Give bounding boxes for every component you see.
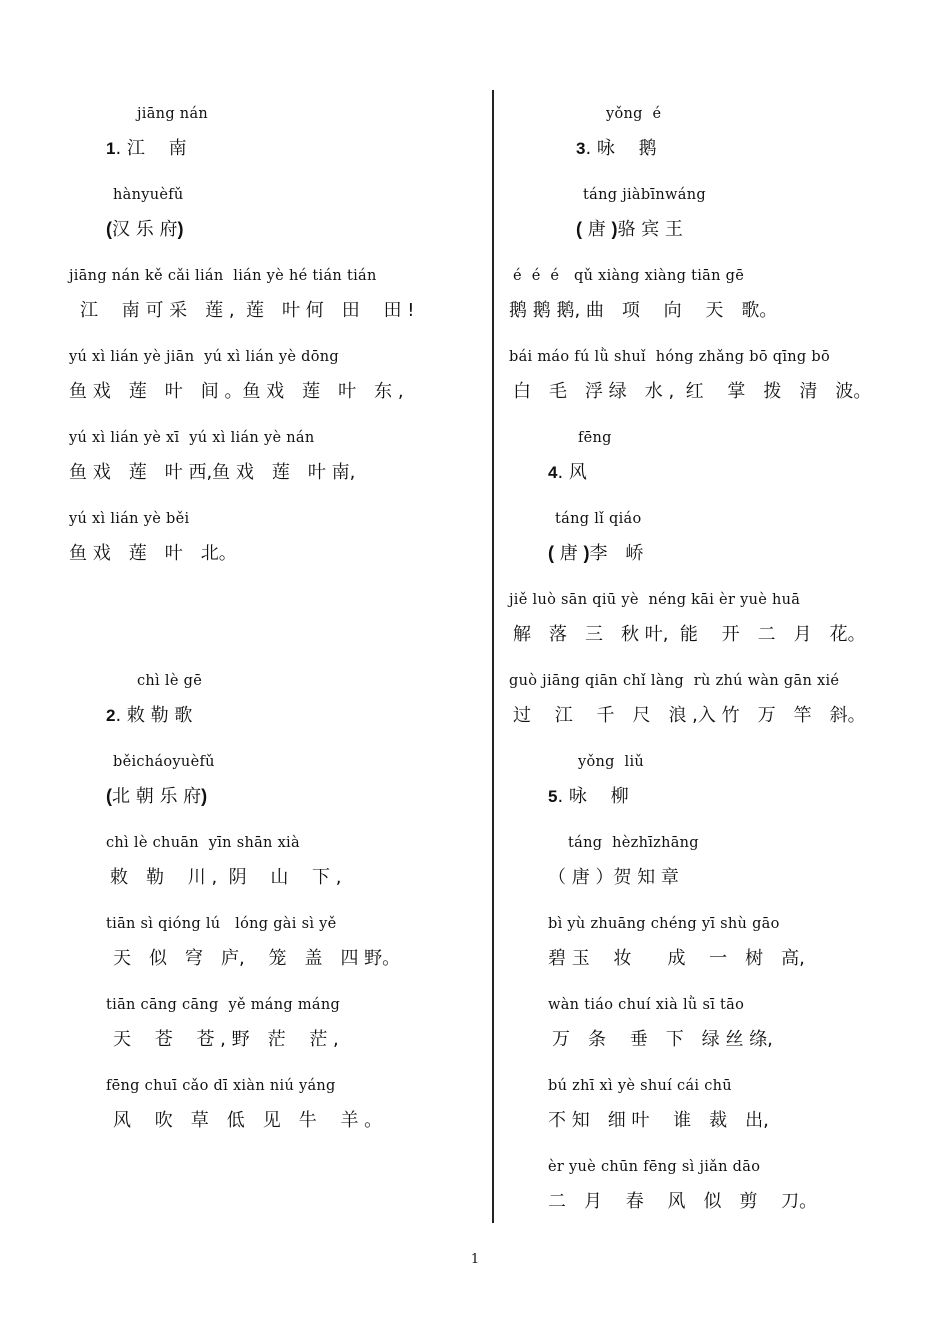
open-paren: ( bbox=[548, 543, 554, 563]
poem-title bbox=[106, 701, 192, 727]
author-dynasty: 唐 bbox=[554, 543, 584, 564]
close-paren: ) bbox=[583, 543, 590, 563]
close-paren: ) bbox=[611, 219, 618, 239]
poem-title bbox=[548, 782, 629, 808]
poem-line: 鱼 戏 莲 叶 间 。鱼 戏 莲 叶 东 , bbox=[69, 381, 404, 402]
pinyin-line: chì lè chuān yīn shān xià bbox=[106, 835, 300, 851]
pinyin-line: tiān cāng cāng yě máng máng bbox=[106, 997, 341, 1013]
poem-title-text: . 江 南 bbox=[115, 138, 187, 159]
open-paren: ( bbox=[576, 219, 582, 239]
author-dynasty: 汉 乐 府 bbox=[112, 219, 178, 240]
poem-line: 不 知 细 叶 谁 裁 出, bbox=[548, 1110, 769, 1131]
poem-line: 敕 勒 川 , 阴 山 下 , bbox=[110, 867, 342, 888]
poem-number: 5 bbox=[548, 787, 558, 806]
poem-line: 二 月 春 风 似 剪 刀。 bbox=[548, 1191, 818, 1212]
pinyin-line: táng hèzhīzhāng bbox=[568, 835, 699, 851]
poem-title bbox=[576, 134, 657, 160]
pinyin-line: běicháoyuèfǔ bbox=[113, 754, 215, 770]
poem-line: 风 吹 草 低 见 牛 羊 。 bbox=[113, 1110, 383, 1131]
poem-line: 碧 玉 妆 成 一 树 高, bbox=[548, 948, 805, 969]
poem-line: 万 条 垂 下 绿 丝 绦, bbox=[552, 1029, 773, 1050]
poem-number: 1 bbox=[106, 139, 116, 158]
close-paren: ) bbox=[177, 219, 184, 239]
column-divider bbox=[492, 90, 494, 1223]
pinyin-line: é é é qǔ xiàng xiàng tiān gē bbox=[513, 268, 745, 284]
pinyin-line: yú xì lián yè běi bbox=[69, 511, 190, 527]
open-paren: ( bbox=[106, 786, 112, 806]
poem-line: 江 南 可 采 莲 , 莲 叶 何 田 田 ! bbox=[80, 300, 415, 321]
author-dynasty: 唐 bbox=[582, 219, 612, 240]
pinyin-line: bái máo fú lǜ shuǐ hóng zhǎng bō qīng bō bbox=[509, 349, 831, 365]
poem-title bbox=[106, 134, 187, 160]
pinyin-line: fēng chuī cǎo dī xiàn niú yáng bbox=[106, 1078, 336, 1094]
pinyin-line: chì lè gē bbox=[137, 673, 203, 689]
poem-line: 解 落 三 秋 叶, 能 开 二 月 花。 bbox=[513, 624, 866, 645]
pinyin-line: tiān sì qióng lú lóng gài sì yě bbox=[106, 916, 337, 932]
pinyin-line: yǒng é bbox=[606, 106, 662, 122]
poem-title-text: . 咏 柳 bbox=[557, 786, 629, 807]
poem-line: 过 江 千 尺 浪 ,入 竹 万 竿 斜。 bbox=[513, 705, 866, 726]
poem-author: （ 唐 ）贺 知 章 bbox=[548, 867, 679, 888]
poem-author bbox=[106, 782, 207, 808]
pinyin-line: táng lǐ qiáo bbox=[555, 511, 642, 527]
poem-author bbox=[576, 215, 683, 241]
pinyin-line: yú xì lián yè jiān yú xì lián yè dōng bbox=[69, 349, 339, 365]
pinyin-line: hànyuèfǔ bbox=[113, 187, 184, 203]
poem-line: 鹅 鹅 鹅, 曲 项 向 天 歌。 bbox=[509, 300, 778, 321]
pinyin-line: yú xì lián yè xī yú xì lián yè nán bbox=[69, 430, 315, 446]
poem-number: 2 bbox=[106, 706, 116, 725]
poem-title-text: . 敕 勒 歌 bbox=[115, 705, 193, 726]
pinyin-line: jiāng nán bbox=[137, 106, 209, 122]
author-name: 骆 宾 王 bbox=[617, 219, 683, 240]
poem-title bbox=[548, 458, 587, 484]
poem-line: 天 苍 苍 , 野 茫 茫 , bbox=[113, 1029, 339, 1050]
pinyin-line: jiě luò sān qiū yè néng kāi èr yuè huā bbox=[509, 592, 801, 608]
pinyin-line: bú zhī xì yè shuí cái chū bbox=[548, 1078, 732, 1094]
pinyin-line: bì yù zhuāng chéng yī shù gāo bbox=[548, 916, 780, 932]
page-number: 1 bbox=[470, 1252, 480, 1267]
poem-number: 3 bbox=[576, 139, 586, 158]
pinyin-line: èr yuè chūn fēng sì jiǎn dāo bbox=[548, 1159, 761, 1175]
poem-line: 鱼 戏 莲 叶 北。 bbox=[69, 543, 237, 564]
pinyin-line: táng jiàbīnwáng bbox=[583, 187, 706, 203]
poem-line: 天 似 穹 庐, 笼 盖 四 野。 bbox=[113, 948, 401, 969]
close-paren: ) bbox=[201, 786, 208, 806]
poem-author bbox=[106, 215, 183, 241]
poem-line: 鱼 戏 莲 叶 西,鱼 戏 莲 叶 南, bbox=[69, 462, 356, 483]
pinyin-line: guò jiāng qiān chǐ làng rù zhú wàn gān xié bbox=[509, 673, 840, 689]
author-dynasty: 北 朝 乐 府 bbox=[112, 786, 202, 807]
pinyin-line: jiāng nán kě cǎi lián lián yè hé tián tián bbox=[69, 268, 377, 284]
open-paren: ( bbox=[106, 219, 112, 239]
poem-title-text: . 咏 鹅 bbox=[585, 138, 657, 159]
author-name: 李 峤 bbox=[589, 543, 644, 564]
poem-line: 白 毛 浮 绿 水 , 红 掌 拨 清 波。 bbox=[513, 381, 872, 402]
pinyin-line: wàn tiáo chuí xià lǜ sī tāo bbox=[548, 997, 745, 1013]
poem-author bbox=[548, 539, 643, 565]
pinyin-line: yǒng liǔ bbox=[578, 754, 645, 770]
poem-title-text: . 风 bbox=[557, 462, 587, 483]
pinyin-line: fēng bbox=[578, 430, 612, 446]
poem-number: 4 bbox=[548, 463, 558, 482]
